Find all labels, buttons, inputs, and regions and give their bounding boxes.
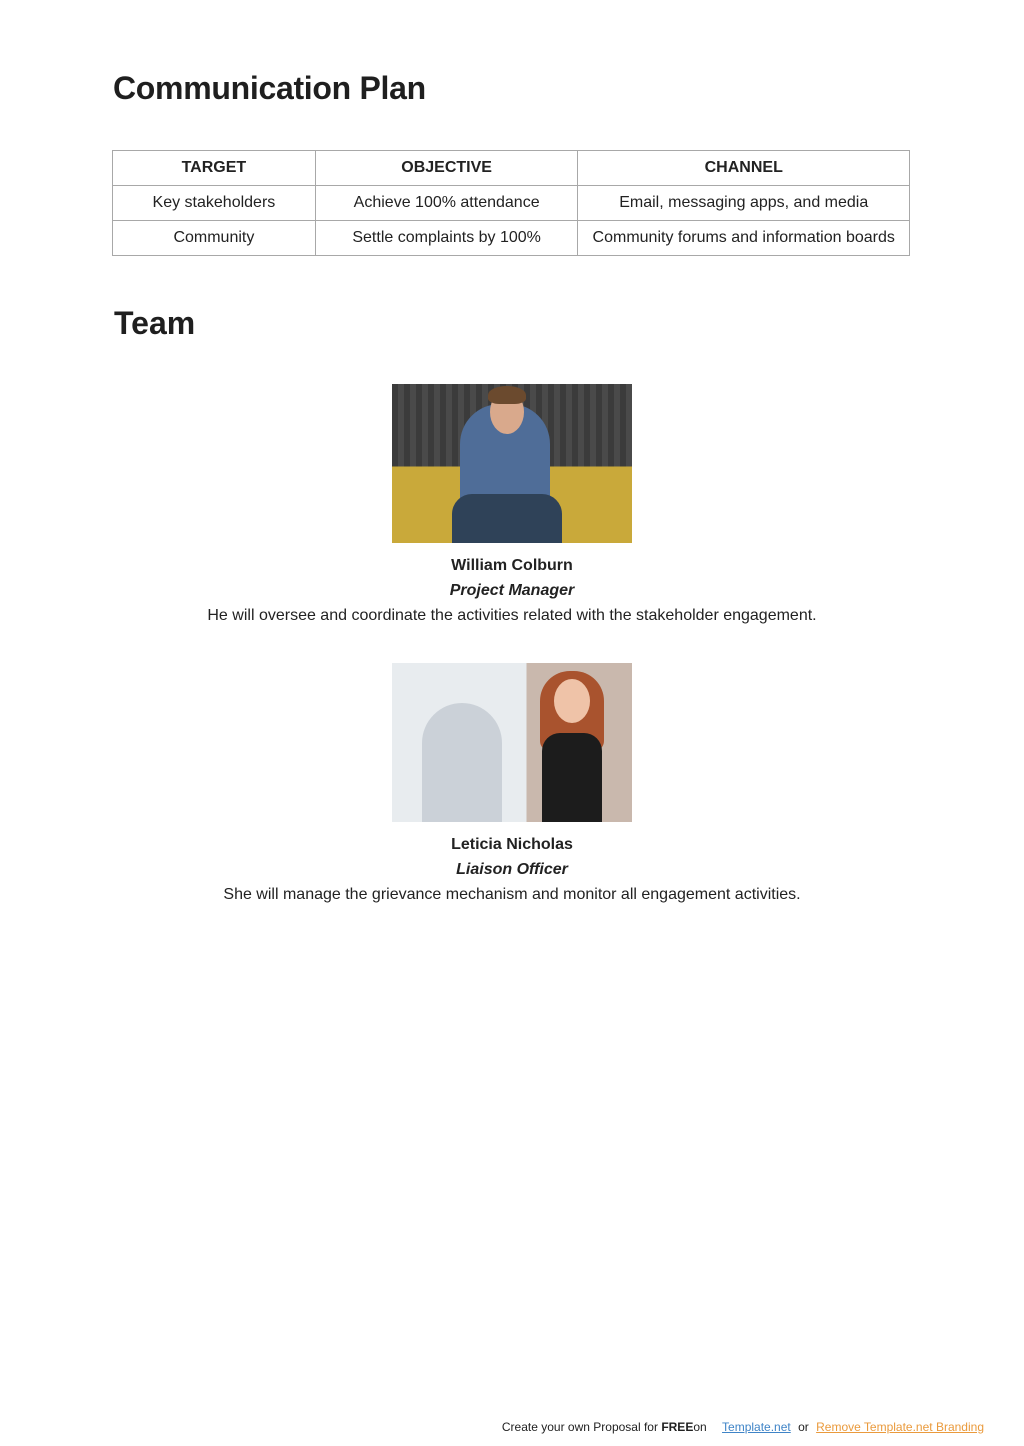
team-member-role: Liaison Officer xyxy=(456,861,568,878)
table-header-row xyxy=(113,151,910,186)
header-target: TARGET xyxy=(113,151,316,186)
header-channel: CHANNEL xyxy=(578,151,910,186)
branding-footer xyxy=(502,1420,984,1434)
cell-objective: Settle complaints by 100% xyxy=(315,221,578,256)
remove-branding-link[interactable]: Remove Template.net Branding xyxy=(816,1420,984,1434)
cell-target: Community xyxy=(113,221,316,256)
team-member-name: Leticia Nicholas xyxy=(451,836,573,853)
table-row xyxy=(113,186,910,221)
header-objective: OBJECTIVE xyxy=(315,151,578,186)
cell-objective: Achieve 100% attendance xyxy=(315,186,578,221)
team-section-title: Team xyxy=(114,305,196,341)
footer-prefix: Create your own Proposal for xyxy=(501,1420,658,1434)
team-member-description: He will oversee and coordinate the activities related with the stakeholder engagement. xyxy=(207,607,817,624)
communication-plan-table xyxy=(112,150,910,256)
template-net-link[interactable]: Template.net xyxy=(722,1420,791,1434)
cell-target: Key stakeholders xyxy=(113,186,316,221)
team-member-card xyxy=(0,663,1024,904)
cell-channel: Email, messaging apps, and media xyxy=(578,186,910,221)
team-member-role: Project Manager xyxy=(449,582,575,599)
team-member-photo xyxy=(392,663,632,822)
team-member-photo xyxy=(392,384,632,543)
page-title: Communication Plan xyxy=(113,70,426,106)
team-member-card xyxy=(0,384,1024,625)
footer-on: on xyxy=(693,1420,707,1434)
cell-channel: Community forums and information boards xyxy=(578,221,910,256)
table-row xyxy=(113,221,910,256)
footer-free: FREE xyxy=(661,1420,694,1434)
footer-or: or xyxy=(798,1420,809,1434)
team-member-description: She will manage the grievance mechanism and monitor all engagement activities. xyxy=(223,886,801,903)
team-member-name: William Colburn xyxy=(451,557,573,574)
